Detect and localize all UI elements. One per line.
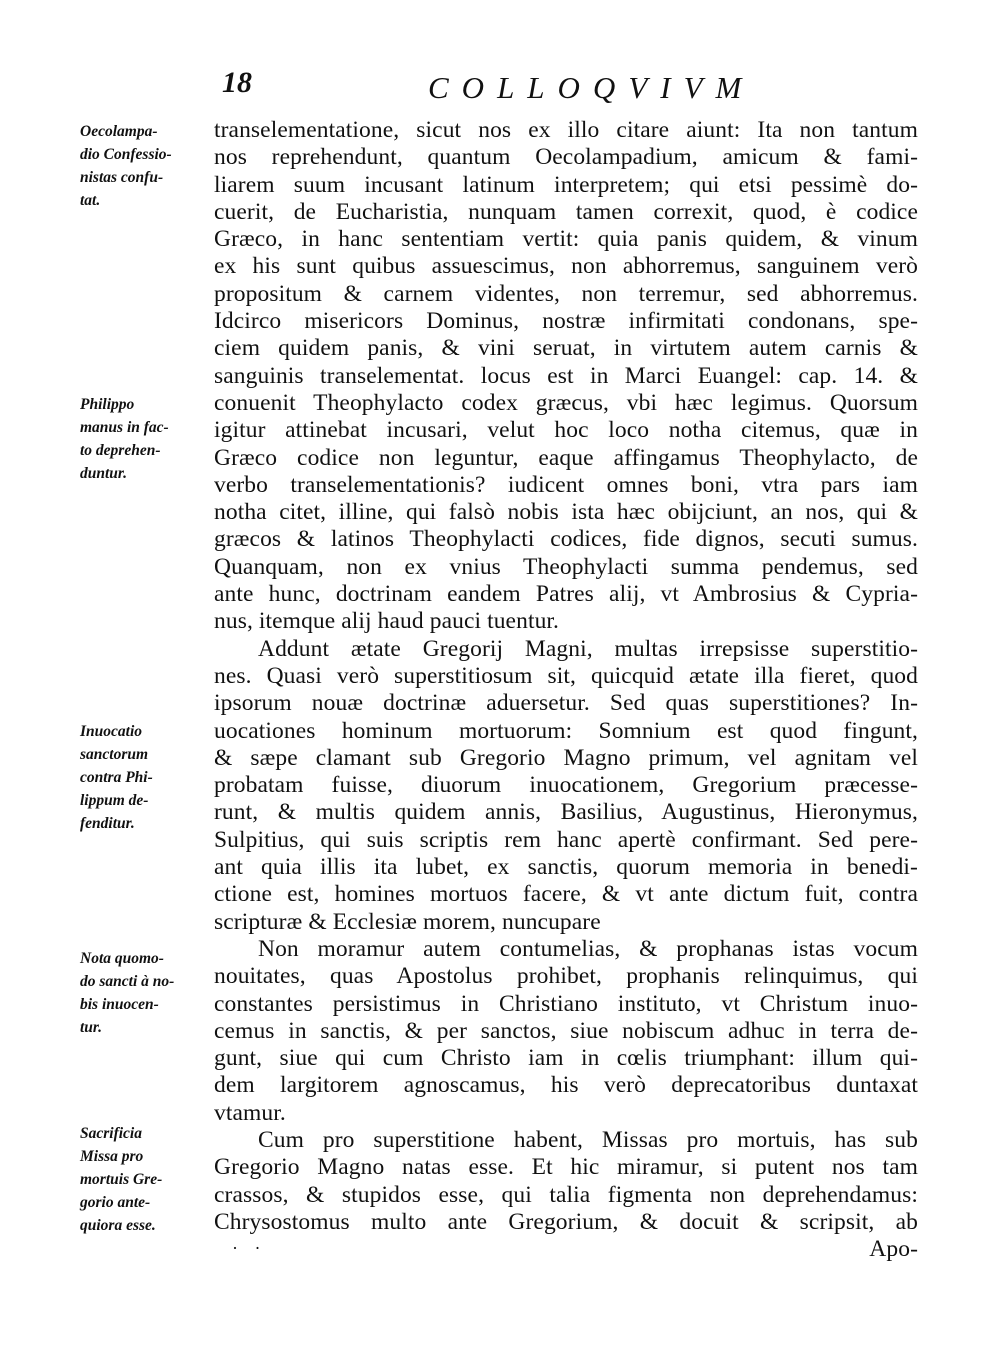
paragraph-start-line: Addunt ætate Gregorij Magni, multas irrepsisse superstitio- — [258, 635, 918, 662]
text-line: ciem quidem panis, & vini seruat, in virtutem autem carnis & — [214, 335, 918, 362]
margin-note-line: Missa pro — [80, 1148, 144, 1165]
text-line: igitur attinebat incusari, velut hoc loco notha citemus, quæ in — [214, 417, 918, 444]
text-line: constantes persistimus in Christiano instituto, vt Christum inuo- — [214, 990, 918, 1017]
text-line: nos reprehendunt, quantum Oecolampadium, amicum & fami- — [214, 144, 918, 171]
text-line: gunt, siue qui cum Christo iam in cœlis triumphant: illum qui- — [214, 1045, 918, 1072]
margin-note-nota-quomodo — [80, 947, 210, 1039]
margin-note-line: mortuis Gre- — [80, 1171, 163, 1188]
text-line: ctione est, homines mortuos facere, & vt ante dictum fuit, contra — [214, 881, 918, 908]
text-line: cemus in sanctis, & per sanctos, siue nobiscum adhuc in terra de- — [214, 1017, 918, 1044]
margin-note-line: contra Phi- — [80, 769, 153, 786]
margin-note-line: bis inuocen- — [80, 996, 159, 1013]
margin-note-line: lippum de- — [80, 792, 149, 809]
running-head: COLLOQVIVM — [428, 70, 755, 105]
margin-note-line: Oecolampa- — [80, 123, 158, 140]
decorative-dots: · · — [232, 1238, 267, 1258]
text-line: ipsorum nouæ doctrinæ aduersetur. Sed quas superstitiones? In- — [214, 690, 918, 717]
catchword: Apo- — [869, 1236, 918, 1263]
paragraph-start-line: Cum pro superstitione habent, Missas pro mortuis, has sub — [258, 1126, 918, 1153]
text-line: ant quia illis ita lubet, ex sanctis, quorum memoria in benedi- — [214, 854, 918, 881]
margin-note-line: quiora esse. — [80, 1217, 156, 1234]
margin-note-line: Sacrificia — [80, 1125, 142, 1142]
margin-note-line: sanctorum — [80, 746, 149, 763]
text-line: conuenit Theophylacto codex græcus, vbi hæc legimus. Quorsum — [214, 389, 918, 416]
margin-note-line: tur. — [80, 1019, 102, 1036]
text-line: & sæpe clamant sub Gregorio Magno primum, vel agnitam vel — [214, 744, 918, 771]
text-line: nes. Quasi verò superstitiosum sit, quicquid ætate illa fieret, quod — [214, 662, 918, 689]
text-line: Quanquam, non ex vnius Theophylacti summa pendemus, sed — [214, 553, 918, 580]
text-line: verbo transelementationis? iudicent omnes boni, vtra pars iam — [214, 471, 918, 498]
text-line: notha citet, illine, qui falsò nobis ista hæc obijciunt, an nos, qui & — [214, 499, 918, 526]
margin-note-line: to deprehen- — [80, 442, 161, 459]
margin-note-line: Inuocatio — [80, 723, 143, 740]
margin-note-inuocatio — [80, 720, 210, 835]
text-line: sanguinis transelementat. locus est in Marci Euangel: cap. 14. & — [214, 362, 918, 389]
margin-note-line: gorio ante- — [80, 1194, 151, 1211]
text-line: ante hunc, doctrinam eandem Patres alij, vt Ambrosius & Cypria- — [214, 581, 918, 608]
margin-note-philippus — [80, 393, 210, 485]
margin-note-line: Philippo — [80, 396, 135, 413]
margin-note-line: do sancti à no- — [80, 973, 175, 990]
text-line: Chrysostomus multo ante Gregorium, & docuit & scripsit, ab — [214, 1208, 918, 1235]
text-line: Græco, in hanc sententiam vertit: quia panis quidem, & vinum — [214, 226, 918, 253]
text-line: Gregorio Magno natas esse. Et hic miramur, si putent nos tam — [214, 1154, 918, 1181]
margin-note-line: tat. — [80, 192, 101, 209]
margin-note-line: nistas confu- — [80, 169, 164, 186]
text-line: nus, itemque alij haud pauci tuentur. — [214, 608, 560, 635]
text-line: Græco codice non leguntur, eaque affingamus Theophylacto, de — [214, 444, 918, 471]
main-text-block — [214, 117, 918, 1263]
margin-note-oecolampadius — [80, 120, 210, 212]
text-line: uocationes hominum mortuorum: Somnium est quod fingunt, — [214, 717, 918, 744]
text-line: transelementatione, sicut nos ex illo citare aiunt: Ita non tantum — [214, 117, 918, 143]
margin-note-sacrificia — [80, 1122, 210, 1237]
text-line: crassos, & stupidos esse, qui talia figmenta non deprehendamus: — [214, 1181, 918, 1208]
text-line: Idcirco misericors Dominus, nostræ infirmitati condonans, spe- — [214, 308, 918, 335]
text-line: Sulpitius, qui suis scriptis rem hanc apertè confirmant. Sed pere- — [214, 826, 918, 853]
text-line: dem largitorem agnoscamus, his verò deprecatoribus duntaxat — [214, 1072, 918, 1099]
text-line: cuerit, de Eucharistia, nunquam tamen correxit, quod, è codice — [214, 198, 918, 225]
paragraph-start-line: Non moramur autem contumelias, & prophanas istas vocum — [258, 935, 918, 962]
margin-note-line: dio Confessio- — [80, 146, 172, 163]
margin-note-line: duntur. — [80, 465, 127, 482]
folio-number: 18 — [222, 66, 252, 99]
text-line: vtamur. — [214, 1099, 286, 1126]
text-line: propositum & carnem videntes, non terremur, sed abhorremus. — [214, 280, 918, 307]
text-line: probatam fuisse, diuorum inuocationem, Gregorium præcesse- — [214, 772, 918, 799]
text-line: scripturæ & Ecclesiæ morem, nuncupare — [214, 908, 601, 935]
text-line: liarem suum incusant latinum interpretem; qui etsi pessimè do- — [214, 171, 918, 198]
margin-note-line: Nota quomo- — [80, 950, 164, 967]
margin-note-line: fenditur. — [80, 815, 135, 832]
text-line: ex his sunt quibus assuescimus, non abhorremus, sanguinem verò — [214, 253, 918, 280]
text-line: runt, & multis quidem annis, Basilius, Augustinus, Hieronymus, — [214, 799, 918, 826]
margin-note-line: manus in fac- — [80, 419, 169, 436]
text-line: græcos & latinos Theophylacti codices, fide dignos, secuti sumus. — [214, 526, 918, 553]
text-line: nouitates, quas Apostolus prohibet, prophanis relinquimus, qui — [214, 963, 918, 990]
